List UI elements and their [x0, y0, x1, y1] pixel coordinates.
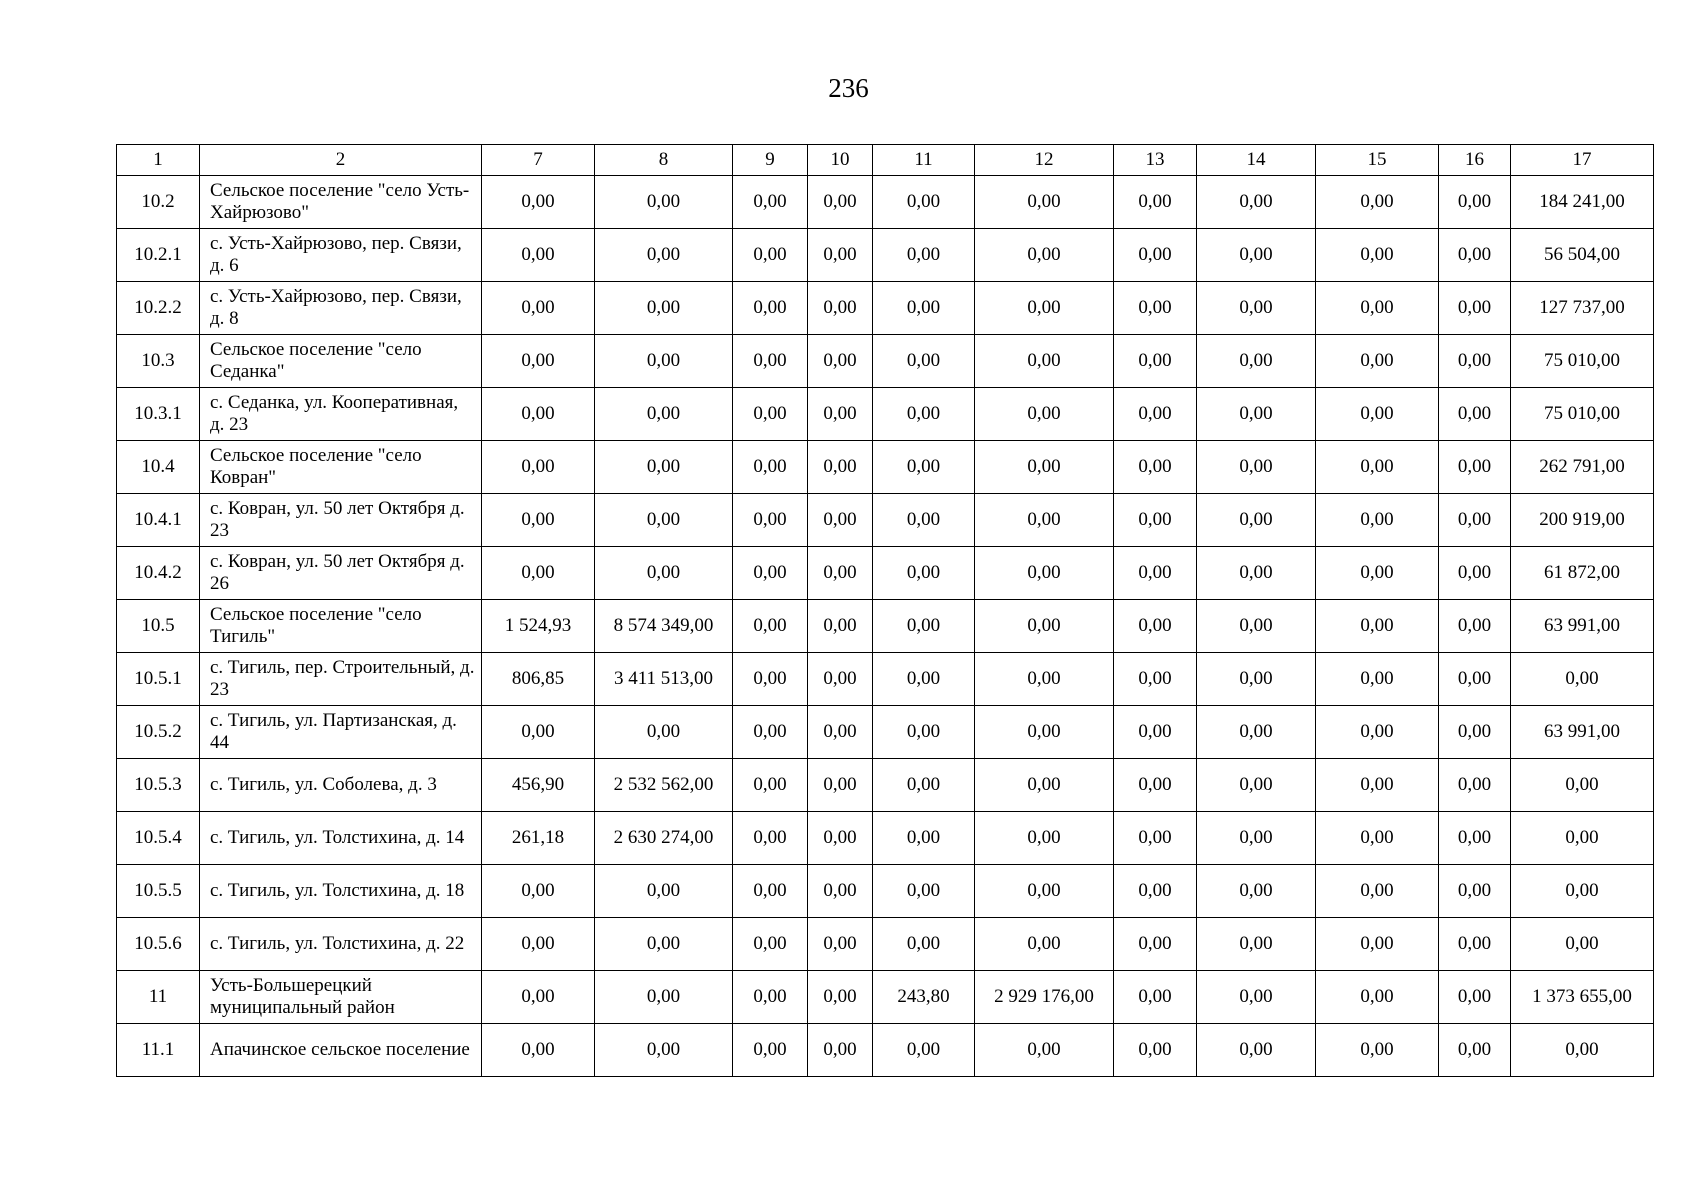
value-cell: 8 574 349,00 [595, 600, 733, 653]
value-cell: 0,00 [1316, 865, 1439, 918]
value-cell: 0,00 [975, 282, 1114, 335]
value-cell: 0,00 [1316, 759, 1439, 812]
row-name-cell: с. Тигиль, пер. Строительный, д. 23 [200, 653, 482, 706]
value-cell: 0,00 [1197, 600, 1316, 653]
value-cell: 0,00 [1511, 1024, 1654, 1077]
table-row [117, 441, 1654, 494]
value-cell: 243,80 [873, 971, 975, 1024]
value-cell: 0,00 [873, 1024, 975, 1077]
value-cell: 0,00 [1316, 971, 1439, 1024]
value-cell: 0,00 [1439, 971, 1511, 1024]
table-row [117, 176, 1654, 229]
column-header: 10 [808, 145, 873, 176]
row-number-cell: 11.1 [117, 1024, 200, 1077]
value-cell: 0,00 [482, 865, 595, 918]
value-cell: 0,00 [975, 759, 1114, 812]
row-number-cell: 10.5.1 [117, 653, 200, 706]
value-cell: 0,00 [1511, 918, 1654, 971]
row-number-cell: 11 [117, 971, 200, 1024]
value-cell: 0,00 [1114, 1024, 1197, 1077]
table-row [117, 706, 1654, 759]
value-cell: 0,00 [482, 971, 595, 1024]
value-cell: 0,00 [975, 918, 1114, 971]
value-cell: 0,00 [873, 335, 975, 388]
row-name-cell: Сельское поселение "село Седанка" [200, 335, 482, 388]
value-cell: 0,00 [873, 441, 975, 494]
value-cell: 0,00 [975, 706, 1114, 759]
row-number-cell: 10.3.1 [117, 388, 200, 441]
value-cell: 0,00 [1114, 282, 1197, 335]
value-cell: 0,00 [808, 865, 873, 918]
value-cell: 0,00 [975, 388, 1114, 441]
value-cell: 456,90 [482, 759, 595, 812]
value-cell: 0,00 [733, 1024, 808, 1077]
value-cell: 0,00 [1114, 653, 1197, 706]
row-number-cell: 10.2.2 [117, 282, 200, 335]
column-header: 1 [117, 145, 200, 176]
value-cell: 0,00 [1439, 1024, 1511, 1077]
table-row [117, 653, 1654, 706]
value-cell: 0,00 [595, 229, 733, 282]
value-cell: 0,00 [1511, 865, 1654, 918]
value-cell: 0,00 [595, 282, 733, 335]
page-number: 236 [828, 73, 869, 103]
value-cell: 0,00 [595, 335, 733, 388]
value-cell: 0,00 [873, 282, 975, 335]
value-cell: 0,00 [1316, 1024, 1439, 1077]
value-cell: 262 791,00 [1511, 441, 1654, 494]
value-cell: 0,00 [873, 918, 975, 971]
column-header: 9 [733, 145, 808, 176]
table-row [117, 865, 1654, 918]
column-header: 12 [975, 145, 1114, 176]
value-cell: 0,00 [1114, 971, 1197, 1024]
value-cell: 0,00 [1197, 282, 1316, 335]
value-cell: 0,00 [1439, 441, 1511, 494]
value-cell: 2 929 176,00 [975, 971, 1114, 1024]
value-cell: 0,00 [1316, 335, 1439, 388]
value-cell: 0,00 [1316, 600, 1439, 653]
value-cell: 0,00 [975, 812, 1114, 865]
row-name-cell: с. Усть-Хайрюзово, пер. Связи, д. 8 [200, 282, 482, 335]
row-number-cell: 10.4.2 [117, 547, 200, 600]
value-cell: 0,00 [1114, 812, 1197, 865]
value-cell: 0,00 [1439, 229, 1511, 282]
table-header [117, 145, 1654, 176]
value-cell: 0,00 [1439, 335, 1511, 388]
value-cell: 0,00 [482, 176, 595, 229]
value-cell: 0,00 [1197, 812, 1316, 865]
value-cell: 0,00 [733, 600, 808, 653]
value-cell: 0,00 [1439, 176, 1511, 229]
value-cell: 0,00 [595, 1024, 733, 1077]
row-name-cell: Апачинское сельское поселение [200, 1024, 482, 1077]
value-cell: 0,00 [482, 441, 595, 494]
value-cell: 0,00 [1316, 653, 1439, 706]
value-cell: 0,00 [733, 176, 808, 229]
value-cell: 0,00 [595, 494, 733, 547]
value-cell: 0,00 [1439, 494, 1511, 547]
value-cell: 0,00 [733, 547, 808, 600]
row-name-cell: Сельское поселение "село Ковран" [200, 441, 482, 494]
value-cell: 0,00 [482, 282, 595, 335]
row-number-cell: 10.5 [117, 600, 200, 653]
value-cell: 0,00 [482, 229, 595, 282]
value-cell: 0,00 [733, 971, 808, 1024]
table-row [117, 388, 1654, 441]
value-cell: 0,00 [1197, 388, 1316, 441]
row-name-cell: с. Тигиль, ул. Толстихина, д. 14 [200, 812, 482, 865]
value-cell: 0,00 [1439, 759, 1511, 812]
value-cell: 0,00 [873, 759, 975, 812]
row-name-cell: с. Тигиль, ул. Партизанская, д. 44 [200, 706, 482, 759]
value-cell: 0,00 [1316, 706, 1439, 759]
value-cell: 0,00 [873, 865, 975, 918]
value-cell: 1 524,93 [482, 600, 595, 653]
row-name-cell: Усть-Большерецкий муниципальный район [200, 971, 482, 1024]
value-cell: 0,00 [733, 865, 808, 918]
row-number-cell: 10.3 [117, 335, 200, 388]
value-cell: 0,00 [975, 176, 1114, 229]
row-number-cell: 10.4 [117, 441, 200, 494]
value-cell: 0,00 [733, 653, 808, 706]
value-cell: 0,00 [1197, 918, 1316, 971]
value-cell: 0,00 [1114, 547, 1197, 600]
value-cell: 0,00 [1439, 282, 1511, 335]
value-cell: 0,00 [873, 812, 975, 865]
value-cell: 0,00 [1114, 335, 1197, 388]
value-cell: 0,00 [1439, 706, 1511, 759]
value-cell: 0,00 [733, 706, 808, 759]
value-cell: 0,00 [808, 653, 873, 706]
value-cell: 0,00 [1316, 441, 1439, 494]
data-table [116, 144, 1654, 1077]
value-cell: 0,00 [733, 388, 808, 441]
value-cell: 0,00 [595, 971, 733, 1024]
column-header: 13 [1114, 145, 1197, 176]
value-cell: 0,00 [482, 918, 595, 971]
value-cell: 0,00 [808, 759, 873, 812]
row-number-cell: 10.2.1 [117, 229, 200, 282]
value-cell: 0,00 [595, 918, 733, 971]
value-cell: 0,00 [482, 335, 595, 388]
value-cell: 0,00 [1197, 441, 1316, 494]
value-cell: 0,00 [975, 600, 1114, 653]
value-cell: 0,00 [1197, 653, 1316, 706]
row-name-cell: с. Ковран, ул. 50 лет Октября д. 23 [200, 494, 482, 547]
value-cell: 0,00 [1316, 494, 1439, 547]
value-cell: 0,00 [733, 441, 808, 494]
value-cell: 0,00 [482, 1024, 595, 1077]
value-cell: 0,00 [1439, 600, 1511, 653]
value-cell: 63 991,00 [1511, 706, 1654, 759]
value-cell: 75 010,00 [1511, 335, 1654, 388]
table-row [117, 918, 1654, 971]
value-cell: 0,00 [595, 441, 733, 494]
value-cell: 0,00 [873, 388, 975, 441]
value-cell: 0,00 [873, 600, 975, 653]
value-cell: 0,00 [1197, 706, 1316, 759]
value-cell: 0,00 [1197, 1024, 1316, 1077]
value-cell: 0,00 [808, 547, 873, 600]
value-cell: 0,00 [1316, 282, 1439, 335]
value-cell: 0,00 [808, 918, 873, 971]
value-cell: 0,00 [1197, 335, 1316, 388]
value-cell: 0,00 [1197, 494, 1316, 547]
value-cell: 0,00 [733, 918, 808, 971]
value-cell: 0,00 [1439, 865, 1511, 918]
value-cell: 0,00 [1197, 971, 1316, 1024]
value-cell: 0,00 [873, 547, 975, 600]
value-cell: 261,18 [482, 812, 595, 865]
value-cell: 0,00 [1439, 547, 1511, 600]
row-name-cell: с. Тигиль, ул. Толстихина, д. 22 [200, 918, 482, 971]
value-cell: 0,00 [1511, 653, 1654, 706]
value-cell: 184 241,00 [1511, 176, 1654, 229]
value-cell: 0,00 [808, 441, 873, 494]
value-cell: 0,00 [1114, 865, 1197, 918]
column-header: 11 [873, 145, 975, 176]
column-header: 8 [595, 145, 733, 176]
value-cell: 0,00 [873, 176, 975, 229]
value-cell: 0,00 [1114, 441, 1197, 494]
row-number-cell: 10.5.5 [117, 865, 200, 918]
value-cell: 0,00 [482, 547, 595, 600]
value-cell: 0,00 [733, 494, 808, 547]
column-header: 2 [200, 145, 482, 176]
value-cell: 0,00 [975, 494, 1114, 547]
value-cell: 0,00 [595, 176, 733, 229]
value-cell: 0,00 [1197, 865, 1316, 918]
value-cell: 0,00 [808, 1024, 873, 1077]
column-header: 15 [1316, 145, 1439, 176]
value-cell: 0,00 [975, 335, 1114, 388]
value-cell: 56 504,00 [1511, 229, 1654, 282]
table-row [117, 494, 1654, 547]
value-cell: 0,00 [1316, 547, 1439, 600]
value-cell: 0,00 [1316, 812, 1439, 865]
value-cell: 0,00 [595, 388, 733, 441]
value-cell: 0,00 [808, 706, 873, 759]
value-cell: 0,00 [873, 229, 975, 282]
value-cell: 75 010,00 [1511, 388, 1654, 441]
value-cell: 0,00 [482, 706, 595, 759]
value-cell: 806,85 [482, 653, 595, 706]
value-cell: 0,00 [1197, 176, 1316, 229]
value-cell: 0,00 [1511, 759, 1654, 812]
value-cell: 0,00 [1114, 176, 1197, 229]
value-cell: 0,00 [733, 812, 808, 865]
value-cell: 1 373 655,00 [1511, 971, 1654, 1024]
row-number-cell: 10.4.1 [117, 494, 200, 547]
value-cell: 2 532 562,00 [595, 759, 733, 812]
value-cell: 0,00 [808, 229, 873, 282]
table-row [117, 759, 1654, 812]
value-cell: 0,00 [1511, 812, 1654, 865]
value-cell: 0,00 [975, 441, 1114, 494]
value-cell: 0,00 [873, 706, 975, 759]
table-row [117, 1024, 1654, 1077]
value-cell: 0,00 [808, 176, 873, 229]
value-cell: 0,00 [1114, 229, 1197, 282]
value-cell: 0,00 [975, 547, 1114, 600]
value-cell: 0,00 [1114, 759, 1197, 812]
table-row [117, 812, 1654, 865]
value-cell: 0,00 [1439, 812, 1511, 865]
value-cell: 0,00 [808, 335, 873, 388]
value-cell: 0,00 [1439, 388, 1511, 441]
table-body [117, 176, 1654, 1077]
value-cell: 200 919,00 [1511, 494, 1654, 547]
table-row [117, 547, 1654, 600]
value-cell: 0,00 [1114, 494, 1197, 547]
row-name-cell: с. Тигиль, ул. Соболева, д. 3 [200, 759, 482, 812]
column-header: 16 [1439, 145, 1511, 176]
value-cell: 0,00 [733, 282, 808, 335]
value-cell: 0,00 [808, 282, 873, 335]
value-cell: 0,00 [1197, 229, 1316, 282]
value-cell: 0,00 [1114, 706, 1197, 759]
column-header: 7 [482, 145, 595, 176]
value-cell: 0,00 [808, 971, 873, 1024]
row-name-cell: с. Ковран, ул. 50 лет Октября д. 26 [200, 547, 482, 600]
value-cell: 0,00 [1114, 600, 1197, 653]
row-name-cell: Сельское поселение "село Тигиль" [200, 600, 482, 653]
value-cell: 63 991,00 [1511, 600, 1654, 653]
value-cell: 0,00 [1197, 547, 1316, 600]
value-cell: 0,00 [1197, 759, 1316, 812]
value-cell: 0,00 [975, 1024, 1114, 1077]
value-cell: 0,00 [975, 229, 1114, 282]
value-cell: 0,00 [975, 865, 1114, 918]
row-number-cell: 10.5.4 [117, 812, 200, 865]
value-cell: 0,00 [482, 388, 595, 441]
value-cell: 61 872,00 [1511, 547, 1654, 600]
value-cell: 0,00 [733, 229, 808, 282]
value-cell: 0,00 [808, 388, 873, 441]
value-cell: 0,00 [1439, 653, 1511, 706]
table-row [117, 971, 1654, 1024]
value-cell: 0,00 [1316, 388, 1439, 441]
value-cell: 0,00 [595, 706, 733, 759]
value-cell: 0,00 [808, 494, 873, 547]
row-name-cell: с. Усть-Хайрюзово, пер. Связи, д. 6 [200, 229, 482, 282]
column-header: 17 [1511, 145, 1654, 176]
value-cell: 0,00 [1114, 918, 1197, 971]
value-cell: 0,00 [1316, 918, 1439, 971]
value-cell: 2 630 274,00 [595, 812, 733, 865]
header-row [117, 145, 1654, 176]
value-cell: 0,00 [1439, 918, 1511, 971]
value-cell: 0,00 [1114, 388, 1197, 441]
row-name-cell: Сельское поселение "село Усть-Хайрюзово" [200, 176, 482, 229]
column-header: 14 [1197, 145, 1316, 176]
value-cell: 0,00 [482, 494, 595, 547]
value-cell: 0,00 [808, 600, 873, 653]
row-number-cell: 10.5.6 [117, 918, 200, 971]
value-cell: 0,00 [595, 547, 733, 600]
value-cell: 0,00 [1316, 176, 1439, 229]
value-cell: 0,00 [873, 494, 975, 547]
row-name-cell: с. Тигиль, ул. Толстихина, д. 18 [200, 865, 482, 918]
value-cell: 0,00 [873, 653, 975, 706]
table-row [117, 229, 1654, 282]
table-row [117, 335, 1654, 388]
value-cell: 0,00 [1316, 229, 1439, 282]
value-cell: 0,00 [733, 335, 808, 388]
table-row [117, 600, 1654, 653]
value-cell: 0,00 [595, 865, 733, 918]
row-number-cell: 10.2 [117, 176, 200, 229]
row-number-cell: 10.5.3 [117, 759, 200, 812]
table-row [117, 282, 1654, 335]
row-number-cell: 10.5.2 [117, 706, 200, 759]
value-cell: 3 411 513,00 [595, 653, 733, 706]
value-cell: 0,00 [975, 653, 1114, 706]
value-cell: 0,00 [733, 759, 808, 812]
row-name-cell: с. Седанка, ул. Кооперативная, д. 23 [200, 388, 482, 441]
value-cell: 127 737,00 [1511, 282, 1654, 335]
value-cell: 0,00 [808, 812, 873, 865]
